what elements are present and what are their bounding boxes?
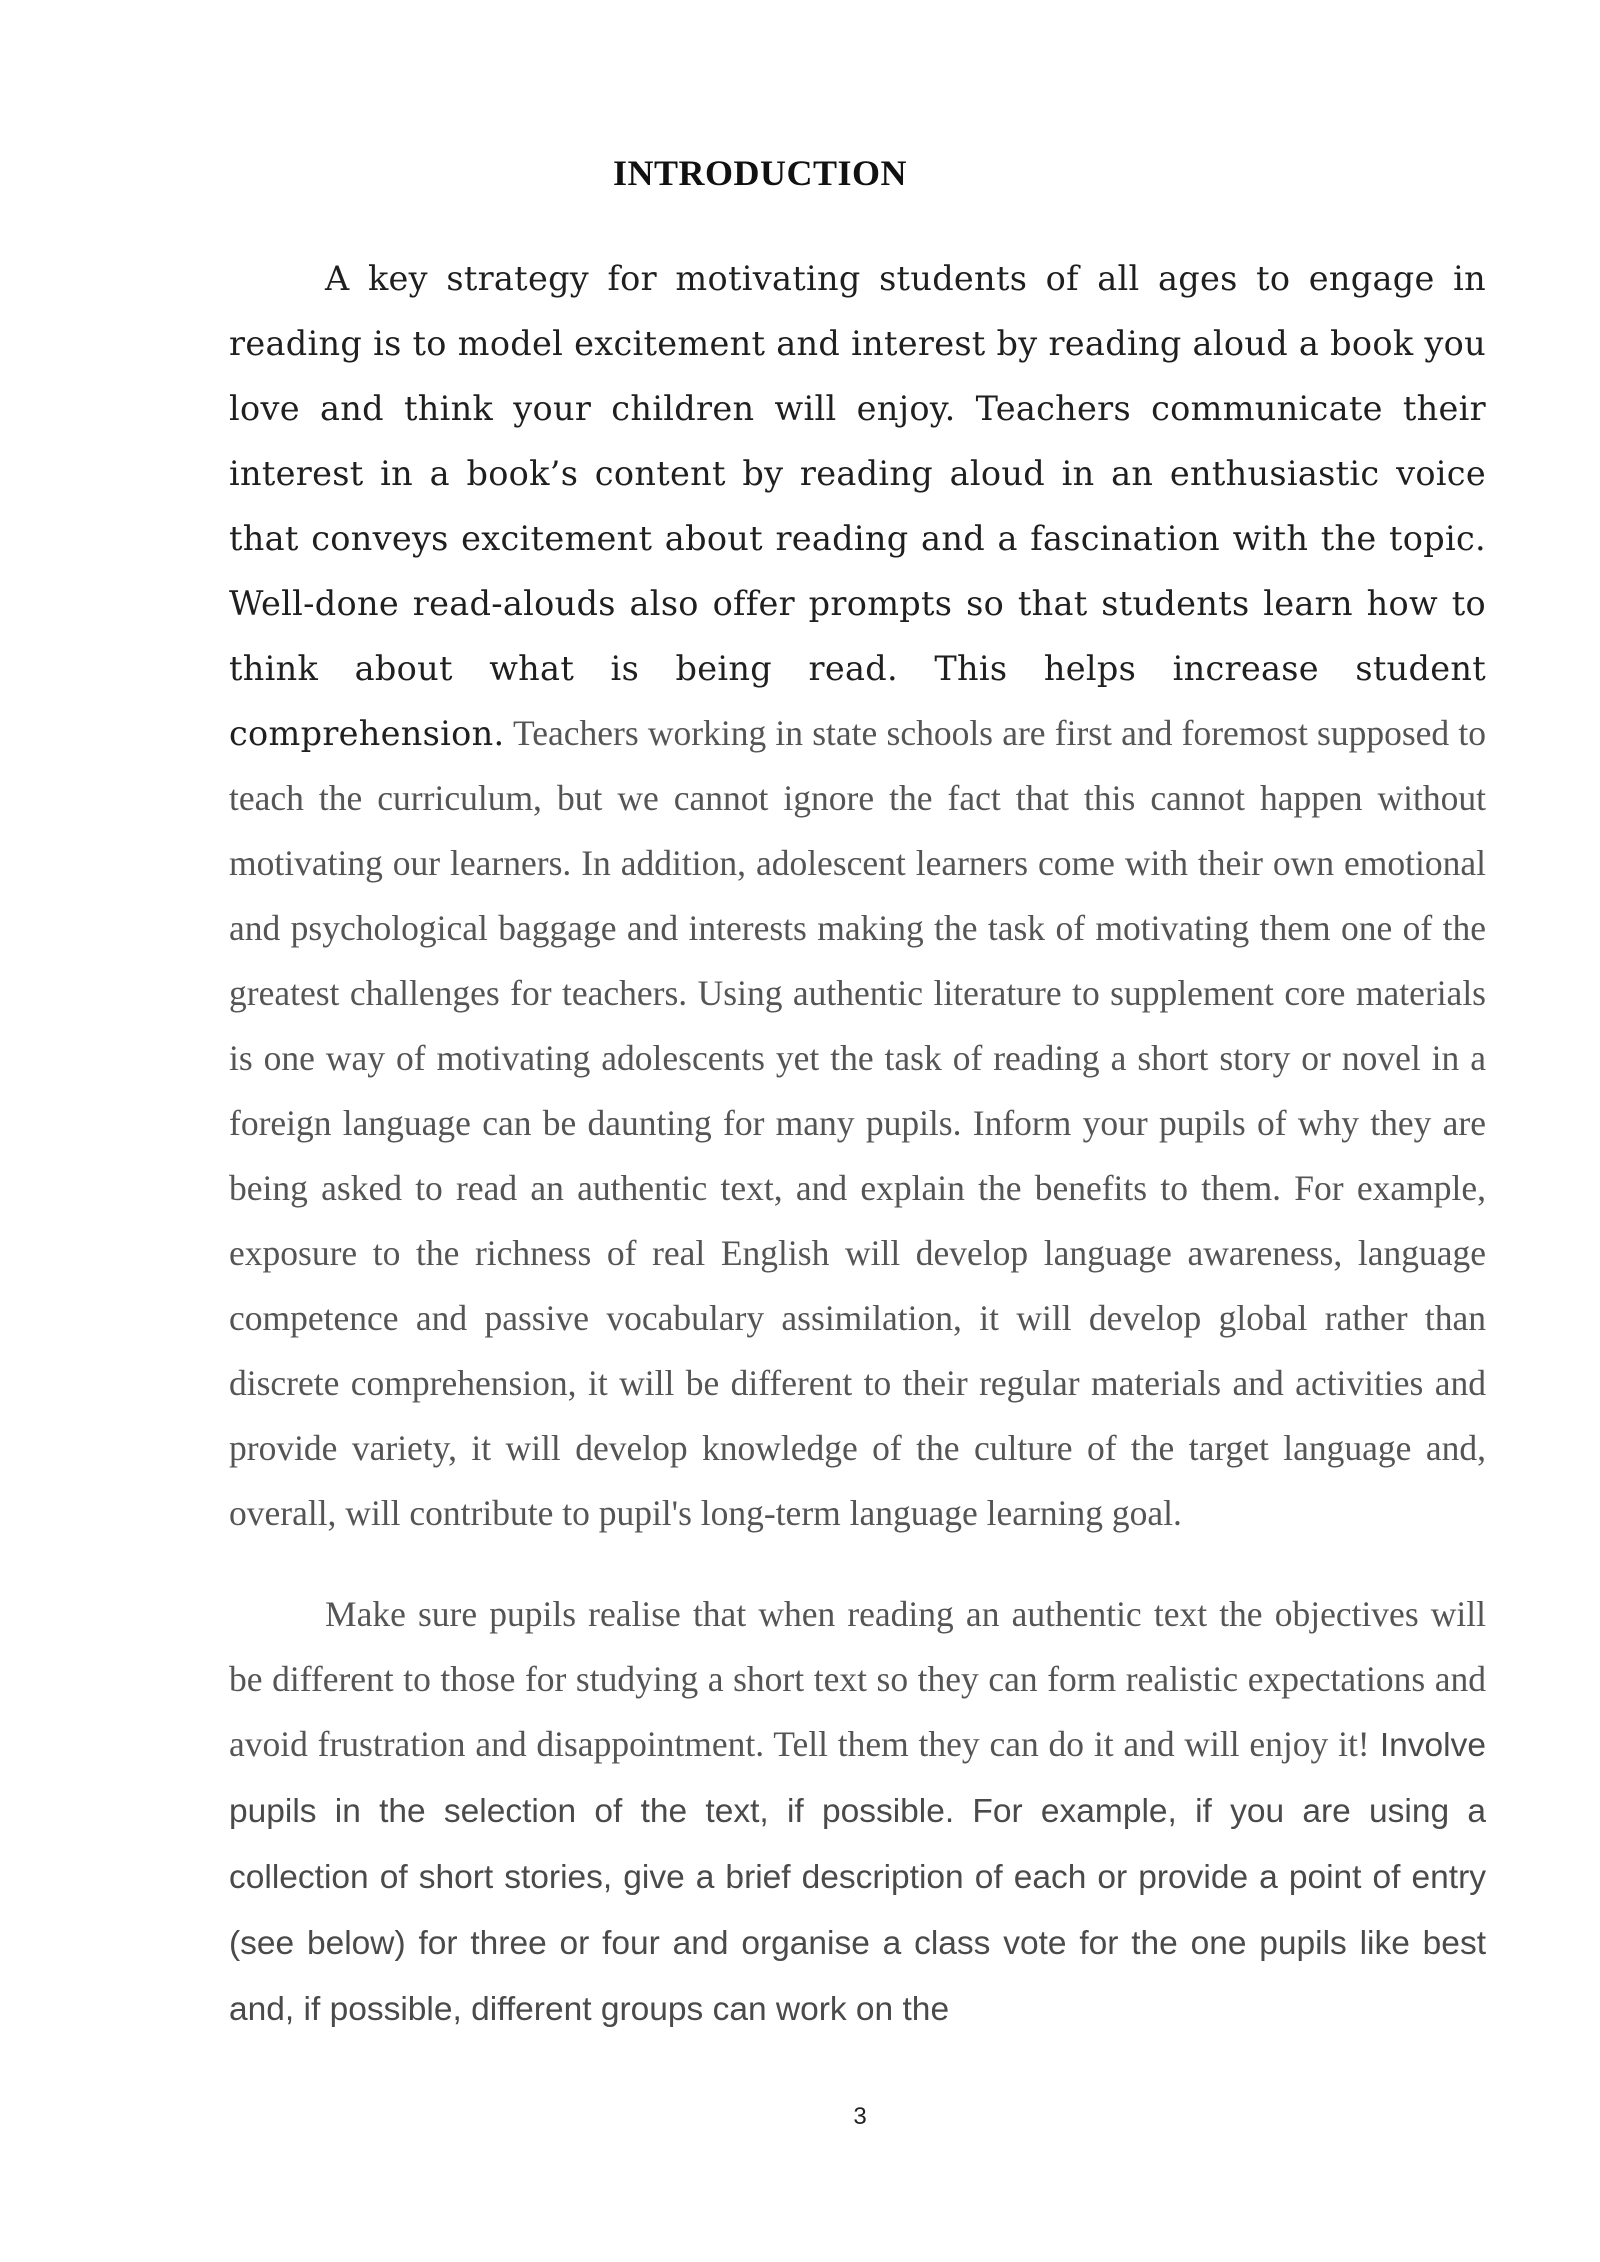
section-heading: INTRODUCTION [612, 153, 908, 193]
page-number: 3 [853, 2103, 867, 2130]
paragraph-segment: Make sure pupils realise that when reading an authentic text the objectives will be different to those for studying a short text so they can form realistic expectations and avoid frustration and disappointment. Tell them they can do it and will enjoy it! [229, 1594, 1486, 1764]
paragraph-intro [229, 246, 1486, 1546]
paragraph-authentic-text [229, 1582, 1486, 2042]
paragraph-segment: A key strategy for motivating students of all ages to engage in reading is to model excitement and interest by reading aloud a book you love and think your children will enjoy. Teachers communicate their interest in a book’s content by reading aloud in an enthusiastic voice that conveys excitement about reading and a fascination with the topic. Well-done read-alouds also offer prompts so that students learn how to think about what is being read. This helps increase student comprehension. [229, 259, 1486, 753]
paragraph-segment: Teachers working in state schools are first and foremost supposed to teach the curriculum, but we cannot ignore the fact that this cannot happen without motivating our learners. In addition, adolescent learners come with their own emotional and psychological baggage and interests making the task of motivating them one of the greatest challenges for teachers. Using authentic literature to supplement core materials is one way of motivating adolescents yet the task of reading a short story or novel in a foreign language can be daunting for many pupils. Inform your pupils of why they are being asked to read an authentic text, and explain the benefits to them. For example, exposure to the richness of real English will develop language awareness, language competence and passive vocabulary assimilation, it will develop global rather than discrete comprehension, it will be different to their regular materials and activities and provide variety, it will develop knowledge of the culture of the target language and, overall, will contribute to pupil's long-term language learning goal. [229, 713, 1486, 1533]
paragraph-segment: Involve pupils in the selection of the text, if possible. For example, if you are using a collection of short stories, give a brief description of each or provide a point of entry (see below) for three or four and organise a class vote for the one pupils like best and, if possible, different groups can work on the [229, 1727, 1487, 2028]
